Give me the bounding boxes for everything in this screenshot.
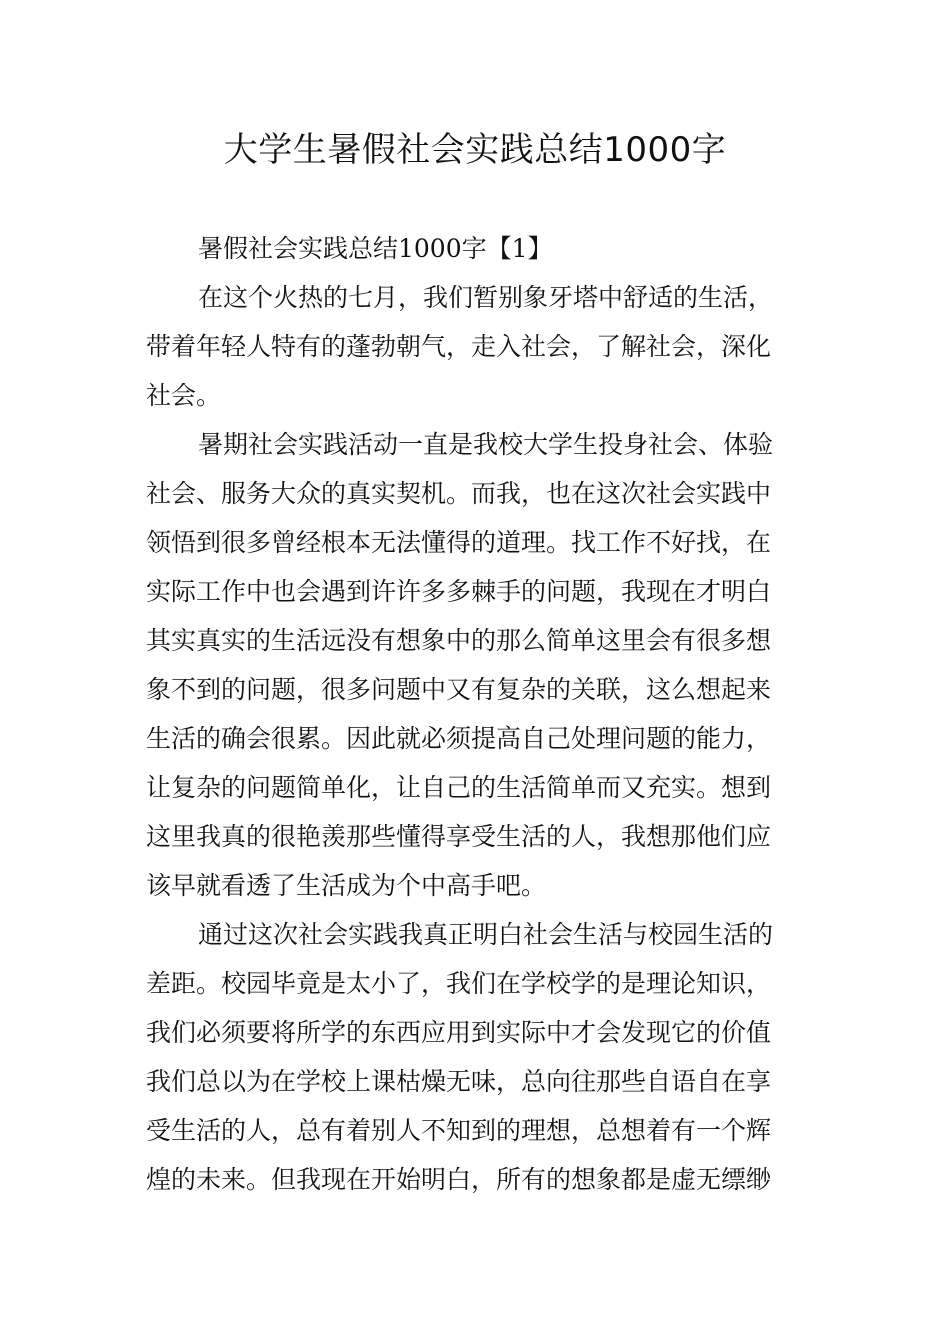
paragraph-line: 受生活的人，总有着别人不知到的理想，总想着有一个辉 xyxy=(146,1116,772,1145)
paragraph-line: 暑期社会实践活动一直是我校大学生投身社会、体验 xyxy=(198,430,774,459)
paragraph-line: 社会。 xyxy=(146,381,222,410)
paragraph-line: 其实真实的生活远没有想象中的那么简单这里会有很多想 xyxy=(146,626,772,655)
paragraph-2 xyxy=(146,420,806,910)
paragraph-line: 生活的确会很累。因此就必须提高自己处理问题的能力， xyxy=(146,724,772,753)
paragraph-line: 社会、服务大众的真实契机。而我，也在这次社会实践中 xyxy=(146,479,772,508)
section-heading: 暑假社会实践总结1000字【1】 xyxy=(198,234,553,263)
paragraph-line: 这里我真的很艳羡那些懂得享受生活的人，我想那他们应 xyxy=(146,822,772,851)
paragraph-line: 领悟到很多曾经根本无法懂得的道理。找工作不好找，在 xyxy=(146,528,772,557)
paragraph-line: 在这个火热的七月，我们暂别象牙塔中舒适的生活， xyxy=(198,283,774,312)
paragraph-3 xyxy=(146,910,806,1204)
paragraph-line: 让复杂的问题简单化，让自己的生活简单而又充实。想到 xyxy=(146,773,772,802)
paragraph-line: 实际工作中也会遇到许许多多棘手的问题，我现在才明白 xyxy=(146,577,772,606)
paragraph-line: 带着年轻人特有的蓬勃朝气，走入社会，了解社会，深化 xyxy=(146,332,772,361)
paragraph-line: 我们总以为在学校上课枯燥无味，总向往那些自语自在享 xyxy=(146,1067,772,1096)
document-body xyxy=(146,224,806,1204)
paragraph-line: 我们必须要将所学的东西应用到实际中才会发现它的价值 xyxy=(146,1018,772,1047)
paragraph-line: 该早就看透了生活成为个中高手吧。 xyxy=(146,871,547,900)
paragraph-line: 象不到的问题，很多问题中又有复杂的关联，这么想起来 xyxy=(146,675,772,704)
document-title: 大学生暑假社会实践总结1000字 xyxy=(223,130,727,170)
paragraph-line: 差距。校园毕竟是太小了，我们在学校学的是理论知识， xyxy=(146,969,772,998)
paragraph-line: 通过这次社会实践我真正明白社会生活与校园生活的 xyxy=(198,920,774,949)
paragraph-1 xyxy=(146,273,806,420)
paragraph-line: 煌的未来。但我现在开始明白，所有的想象都是虚无缥缈 xyxy=(146,1165,772,1194)
